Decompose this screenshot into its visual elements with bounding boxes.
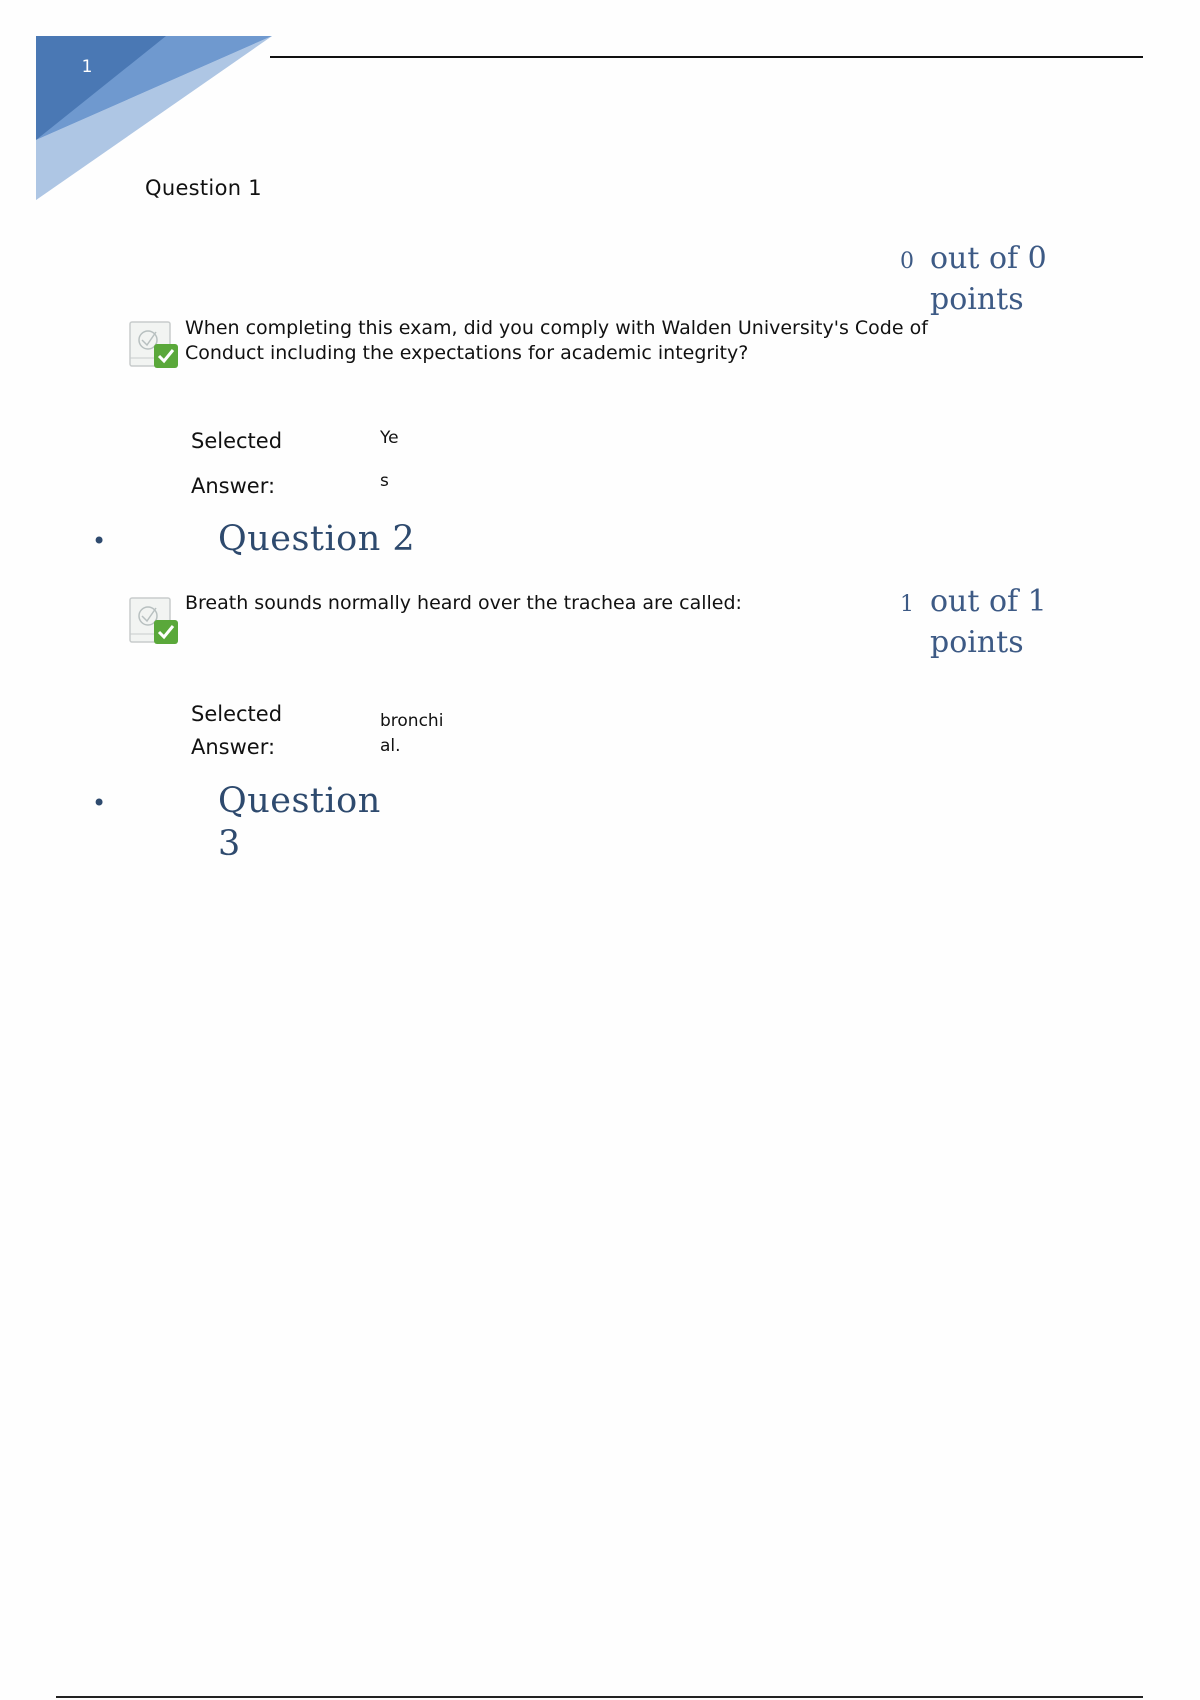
answer-label: Answer: [191, 474, 276, 498]
selected-label: Selected [191, 702, 283, 726]
points-earned: 1 [900, 592, 914, 617]
answer-label: Answer: [191, 735, 276, 759]
list-bullet: • [92, 789, 107, 817]
question-text-line: Conduct including the expectations for academic integrity? [185, 342, 749, 364]
footer-rule [56, 1696, 1143, 1698]
selected-answer-line: al. [380, 736, 401, 756]
points-unit: points [930, 282, 1024, 317]
question-1-heading: Question 1 [145, 176, 262, 200]
list-bullet: • [92, 527, 107, 555]
points-unit: points [930, 625, 1024, 660]
points-out-of: out of 1 [930, 584, 1047, 619]
points-out-of: out of 0 [930, 241, 1047, 276]
question-text-line: When completing this exam, did you comply with Walden University's Code of [185, 317, 928, 339]
correct-answer-icon [128, 318, 180, 372]
question-heading-line: 3 [218, 824, 241, 864]
page-number: 1 [81, 57, 93, 77]
question-1-text [185, 316, 965, 366]
selected-answer-line: bronchi [380, 711, 444, 731]
question-text-line: Breath sounds normally heard over the trachea are called: [185, 592, 742, 614]
header-rule [270, 56, 1143, 58]
points-earned: 0 [900, 249, 914, 274]
correct-answer-icon [128, 594, 180, 648]
question-2-heading: Question 2 [218, 519, 416, 559]
selected-answer-line: s [380, 471, 389, 491]
question-heading-line: Question [218, 781, 381, 821]
selected-label: Selected [191, 429, 283, 453]
selected-answer-line: Ye [380, 428, 399, 448]
question-2-text [185, 591, 965, 616]
question-1-points [900, 240, 1100, 319]
question-3-heading [218, 780, 381, 866]
